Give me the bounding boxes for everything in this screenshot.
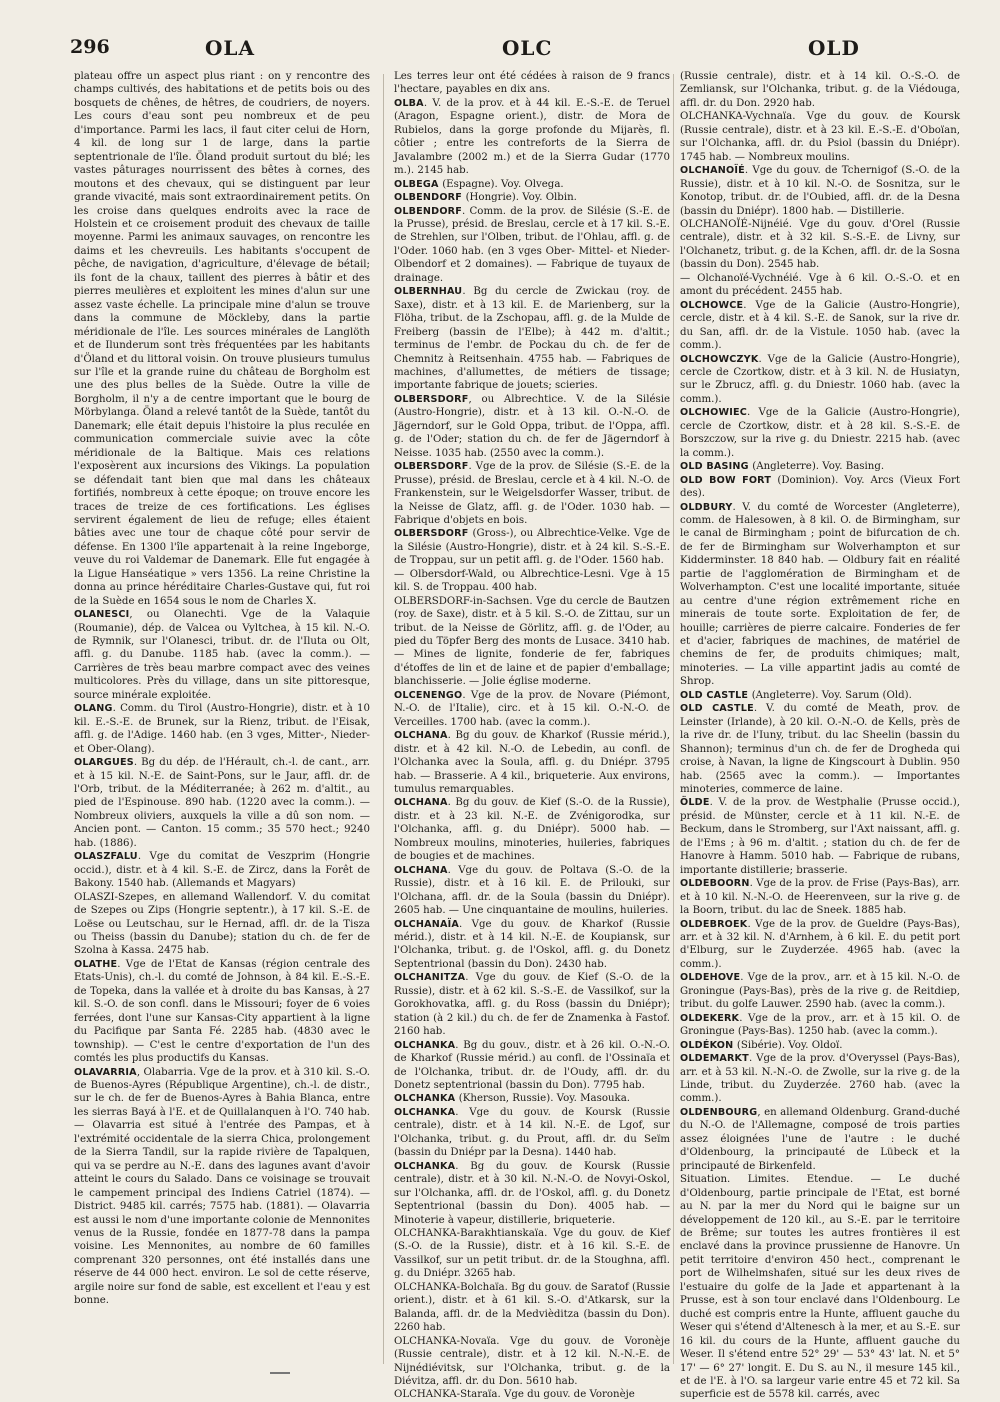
dictionary-entry: OLASZI-Szepes, en allemand Wallendorf. V. du comitat de Szepes ou Zips (Hongrie septentr.), à 17 kil. S.-E. de Loëse ou Leutschau, sur le Hernad, affl. dr. de la Tisza ou Theiss (bassin du Danube); station du ch. de fer de Szolna à Kassa. 2475 hab. [74,891,370,957]
running-head-center: OLC [502,36,553,60]
dictionary-entry: OLASZFALU. Vge du comitat de Veszprim (Hongrie occid.), distr. et à 4 kil. S.-E. de Zircz, dans la Forêt de Bakony. 1540 hab. (Allemands et Magyars) [74,851,370,890]
dictionary-entry: OLCHANKA. Bg du gouv., distr. et à 26 kil. O.-N.-O. de Kharkof (Russie mérid.) au confl. de l'Ossinaïa et de l'Olchanka, tribut. dr. de l'Oudy, affl. dr. du Donetz septentrional (bassin du Don). 7795 hab. [394,1039,670,1091]
dictionary-entry: OLCHANKA. Vge du gouv. de Koursk (Russie centrale), distr. et à 14 kil. N.-E. de Lgof, sur l'Olchanka, tribut. g. du Prout, affl. dr. du Seïm (bassin du Dniépr par la Desna). 1440 hab. [394,1106,670,1159]
dictionary-entry: OLAVARRIA, Olabarria. Vge de la prov. et à 310 kil. S.-O. de Buenos-Ayres (République Argentine), ch.-l. de distr., sur le ch. de fer de Buenos-Ayres à Bahia Blanca, entre les sierras Bayá à l'E. et de Quillalanquen à l'O. 740 hab. — Olavarria est situé à l'entrée des Pampas, et à l'extrémité occidentale de la sierra Chica, prolongement de la Sierra Tandil, sur la rapide rivière de Tapalquen, qui va se perdre au N.-E. dans des lagunes avant d'avoir atteint le cours du Salado. Dans ce voisinage se trouvait le campement principal des Indiens Catriel (1874). — District. 9485 kil. carrés; 7575 hab. (1881). — Olavarria est aussi le nom d'une importante colonie de Mennonites venus de la Russie, fondée en 1877-78 dans la pampa voisine. Les Mennonites, au nombre de 60 familles comprenant 320 personnes, ont été installés dans une réserve de 44 000 hect. environ. Le sol de cette réserve, argile noire sur fond de sable, est excellent et l'eau y est bonne. [74,1066,370,1307]
dictionary-entry: OLATHE. Vge de l'Etat de Kansas (région centrale des Etats-Unis), ch.-l. du comté de Johnson, à 84 kil. E.-S.-E. de Topeka, dans la vallée et à droite du bas Kansas, à 27 kil. S.-O. de son confl. dans le Missouri; foyer de 6 voies ferrées, dont l'une sur Kansas-City appartient à la ligne du Pacifique par Santa Fé. 2285 hab. (4830 avec le township). — C'est le centre d'exportation de l'un des comtés les plus productifs du Kansas. [74,958,370,1065]
dictionary-entry: OLBEGA (Espagne). Voy. Olvega. [394,178,564,190]
dictionary-entry: OLBERSDORF, ou Albrechtice. V. de la Silésie (Austro-Hongrie), distr. et à 13 kil. O.-N.-O. de Jägerndorf, sur le Gold Oppa, tribut. de l'Oppa, affl. g. de l'Oder; station du ch. de fer de Jägerndorf à Neisse. 1035 hab. (2550 avec la comm.). [394,393,670,459]
dictionary-entry: OLCHANA. Bg du gouv. de Kief (S.-O. de la Russie), distr. et à 23 kil. N.-E. de Zvénigorodka, sur l'Olchanka, affl. g. du Dniépr). 5000 hab. — Nombreux moulins, minoteries, huileries, fabriques de bougies et de machines. [394,797,670,863]
dictionary-entry: — Olchanoïé-Vychnéié. Vge à 6 kil. O.-S.-O. et en amont du précédent. 2455 hab. [680,272,960,298]
footer-mark [270,1372,290,1374]
dictionary-entry: OLBERNHAU. Bg du cercle de Zwickau (roy. de Saxe), distr. et à 13 kil. E. de Marienberg, sur la Flöha, tribut. de la Zschopau, affl. g. de la Mulde de Freiberg (bassin de l'Elbe); à 442 m. d'altit.; terminus de l'embr. de Pockau du ch. de fer de Chemnitz à Reitsenhain. 4755 hab. — Fabriques de machines, d'allumettes, de métiers de tissage; importante fabrique de jouets; scieries. [394,286,670,392]
running-head-left: OLA [205,36,256,60]
dictionary-entry: OLCENENGO. Vge de la prov. de Novare (Piémont, N.-O. de l'Italie), circ. et à 15 kil. O.-N.-O. de Verceilles. 1700 hab. (avec la comm.). [394,689,670,728]
dictionary-entry: OLDEBROEK. Vge de la prov. de Gueldre (Pays-Bas), arr. et à 32 kil. N. d'Arnhem, à 6 kil. E. du petit port d'Elburg, sur le Zuyderzée. 4965 hab. (avec la comm.). [680,918,960,970]
dictionary-entry: OLCHOWCE. Vge de la Galicie (Austro-Hongrie), cercle, distr. et à 4 kil. S.-E. de Sanok, sur la rive dr. du San, affl. dr. de la Vistule. 1050 hab. (avec la comm.). [680,299,960,352]
dictionary-entry: OLCHANKA-Barakhtianskaïa. Vge du gouv. de Kief (S.-O. de la Russie), distr. et à 16 kil. S.-E. de Vassilkof, sur un petit tribut. dr. de la Stoughna, affl. g. du Dniépr. 3265 hab. [394,1227,670,1280]
dictionary-entry: plateau offre un aspect plus riant : on y rencontre des champs cultivés, des habitations et de petits bois ou des bosquets de chênes, de hêtres, de coudriers, de noyers. Les cours d'eau sont peu nombreux et de peu d'importance. Parmi les lacs, il faut citer celui de Horn, 4 kil. de long sur 1 de large, dans la partie septentrionale de l'île. Öland produit surtout du blé; les vastes pâturages nourrissent des bêtes à cornes, des moutons et des chevaux, qui se distinguent par leur grande vivacité, mais sont extraordinairement petits. On les croise dans quelques endroits avec la race de Holstein et ce croisement produit des chevaux de taille moyenne. Parmi les animaux sauvages, on rencontre les daims et les chevreuils. Les habitants s'occupent de pêche, de navigation, d'agriculture, d'élevage de bétail; ils font de la chaux, taillent des pierres à bâtir et des pierres meulières et exploitent les mines d'alun sur une assez vaste échelle. La principale mine d'alun se trouve dans la commune de Möckleby, dans la partie méridionale de l'île. Les sources minérales de Langlöth et de Ilunderum sont très fréquentées par les habitants d'Öland et du littoral voisin. On trouve plusieurs tumulus sur l'île et la grande ruine du château de Borgholm est une des plus belles de la Suède. Outre la ville de Borgholm, il n'y a de centre important que le bourg de Mörbylanga. Öland a relevé tantôt de la Suède, tantôt du Danemark; elle était depuis l'histoire la plus reculée en communication commerciale suivie avec la côte méridionale de la Baltique. Mais ces relations l'exposèrent aux incursions des Vikings. La population se défendait tant bien que mal dans les châteaux fortifiés, nombreux à cette époque; on trouve encore les traces de treize de ces fortifications. Les églises servirent également de lieu de refuge; elles étaient bâties avec une tour de chaque côté pour servir de défense. En 1300 l'île appartenait à la reine Ingeborge, veuve du roi Valdemar de Danemark. Elle fut engagée à la Ligue Hanséatique » vers 1356. La reine Christine la donna au prince héréditaire Charles-Gustave qui, fut roi de la Suède en 1654 sous le nom de Charles X. [74,71,370,607]
dictionary-entry: OLDBURY. V. du comté de Worcester (Angleterre), comm. de Halesowen, à 8 kil. O. de Birmingham, sur le canal de Birmingham ; point de bifurcation de ch. de fer de Birmingham sur Wolverhampton et sur Kidderminster. 18 840 hab. — Oldbury fait en réalité partie de l'agglomération de Birmingham et de Wolverhampton. C'est une localité importante, située au centre d'une région extrêmement riche en minerais de toute sorte. Exploitation de fer, de houille; carrières de pierre calcaire. Fonderies de fer et d'acier, fabriques de machines, de matériel de chemins de fer, de produits chimiques; malt, minoteries. — La ville appartint jadis au comté de Shrop. [680,501,960,688]
text-columns [74,70,960,1401]
dictionary-entry: OLDÉKON (Sibérie). Voy. Oldoï. [680,1039,843,1051]
dictionary-entry: OLCHANAÏA. Vge du gouv. de Kharkof (Russie mérid.), distr. et à 14 kil. N.-E. de Koupiansk, sur l'Olchanka, tribut. g. de l'Oskol, affl. g. du Donetz Septentrional (bassin du Don). 2430 hab. [394,918,670,970]
dictionary-entry: OLCHANKA-Novaïa. Vge du gouv. de Voronèje (Russie centrale), distr. et à 12 kil. N.-N.-E. de Nijnédiévitsk, sur l'Olchanka, tribut. g. de la Diévitza, affl. dr. du Don. 5610 hab. [394,1335,670,1387]
column-1 [74,70,370,1370]
dictionary-entry: OLCHANITZA. Vge du gouv. de Kief (S.-O. de la Russie), distr. et à 62 kil. S.-S.-E. de Vassilkof, sur la Gorokhovatka, affl. g. du Ross (bassin du Dniépr); station (à 2 kil.) du ch. de fer de Znamenka à Fastof. 2160 hab. [394,972,670,1038]
dictionary-entry: OLBERSDORF. Vge de la prov. de Silésie (S.-E. de la Prusse), présid. de Breslau, cercle et à 4 kil. N.-O. de Frankenstein, sur le Weigelsdorfer Wasser, tribut. de la Neisse de Glatz, affl. g. de l'Oder. 1030 hab. — Fabrique d'objets en bois. [394,461,670,526]
dictionary-entry: OLDEMARKT. Vge de la prov. d'Overyssel (Pays-Bas), arr. et à 53 kil. N.-N.-O. de Zwolle, sur la rive g. de la Linde, tribut. du Zuyderzée. 2760 hab. (avec la comm.). [680,1053,960,1105]
dictionary-entry: OLD BOW FORT (Dominion). Voy. Arcs (Vieux Fort des). [680,474,960,500]
running-head-right: OLD [808,36,860,60]
dictionary-entry: OLCHANOÏÉ-Nijnéié. Vge du gouv. d'Orel (Russie centrale), distr. et à 32 kil. S.-S.-E. de Livny, sur l'Olchanetz, tribut. g. de la Kchen, affl. dr. de la Sosna (bassin du Don). 2545 hab. [680,218,960,271]
dictionary-entry: OLBERSDORF (Gross-), ou Albrechtice-Velke. Vge de la Silésie (Austro-Hongrie), distr. et à 24 kil. S.-S.-E. de Troppau, sur un petit affl. g. de l'Oder. 1560 hab. [394,528,670,567]
dictionary-entry: — Olbersdorf-Wald, ou Albrechtice-Lesni. Vge à 15 kil. S. de Troppau. 400 hab. [394,568,670,594]
dictionary-entry: OLCHANA. Bg du gouv. de Kharkof (Russie mérid.), distr. et à 42 kil. N.-O. de Lebedin, au confl. de l'Olchanka avec la Soula, affl. g. du Dniépr. 3795 hab. — Brasserie. A 4 kil., briqueterie. Aux environs, tumulus remarquables. [394,730,670,796]
dictionary-entry: OLCHANKA (Kherson, Russie). Voy. Masouka. [394,1093,631,1105]
page-header [0,28,1000,68]
dictionary-entry: OLCHANKA-Bolchaïa. Bg du gouv. de Saratof (Russie orient.), distr. et à 61 kil. S.-O. d'Atkarsk, sur la Balanda, affl. dr. de la Medvièditza (bassin du Don). 2260 hab. [394,1281,670,1334]
column-3 [680,70,960,1401]
dictionary-entry: OLBERSDORF-in-Sachsen. Vge du cercle de Bautzen (roy. de Saxe), distr. et à 5 kil. S.-O. de Zittau, sur un tribut. de la Neisse de Görlitz, affl. g. de l'Oder, au pied du Töpfer Berg des monts de Lusace. 3410 hab. — Mines de lignite, fonderie de fer, fabriques d'étoffes de lin et de laine et de papier d'emballage; blanchisserie. — Jolie église moderne. [394,595,670,688]
dictionary-entry: OLCHANOÏÉ. Vge du gouv. de Tchernigof (S.-O. de la Russie), distr. et à 10 kil. N.-O. de Sosnitza, sur le Konotop, tribut. dr. de l'Oubied, affl. dr. de la Desna (bassin du Dniépr). 1800 hab. — Distillerie. [680,165,960,217]
dictionary-entry: ÖLDE. V. de la prov. de Westphalie (Prusse occid.), présid. de Münster, cercle et à 11 kil. N.-E. de Beckum, dans le Stromberg, sur l'Axt naissant, affl. g. de l'Ems ; à 96 m. d'altit. ; station du ch. de fer de Hanovre à Hamm. 5010 hab. — Fabrique de rubans, importante distillerie; brasserie. [680,797,960,876]
dictionary-entry: OLDEKERK. Vge de la prov., arr. et à 15 kil. O. de Groningue (Pays-Bas). 1250 hab. (avec la comm.). [680,1012,960,1038]
dictionary-entry: Les terres leur ont été cédées à raison de 9 francs l'hectare, payables en dix ans. [394,71,670,96]
dictionary-entry: OLBENDORF (Hongrie). Voy. Olbin. [394,192,577,204]
dictionary-entry: OLCHANKA-Vychnaïa. Vge du gouv. de Koursk (Russie centrale), distr. et à 23 kil. E.-S.-E. d'Oboïan, sur l'Olchanka, affl. dr. du Psiol (bassin du Dniépr). 1745 hab. — Nombreux moulins. [680,111,960,163]
dictionary-entry: OLD CASTLE (Angleterre). Voy. Sarum (Old). [680,689,912,701]
dictionary-entry: OLANESCI, ou Olanechti. Vge de la Valaquie (Roumanie), dép. de Valcea ou Vyltchea, à 15 kil. N.-O. de Rymnik, sur l'Olanesci, tribut. dr. de l'Iluta ou Olt, affl. g. du Danube. 1185 hab. (avec la comm.). — Carrières de très beau marbre compact avec des veines multicolores. Près du village, dans un site pittoresque, source minérale exploitée. [74,609,370,701]
dictionary-entry: OLCHANA. Vge du gouv. de Poltava (S.-O. de la Russie), distr. et à 16 kil. E. de Prilouki, sur l'Olchana, affl. dr. de la Soula (bassin du Dniépr). 2605 hab. — Une cinquantaine de moulins, huileries. [394,864,670,917]
dictionary-entry: OLCHANKA. Bg du gouv. de Koursk (Russie centrale), distr. et à 30 kil. N.-N.-O. de Novyi-Oskol, sur l'Olchanka, affl. dr. de l'Oskol, affl. g. du Donetz Septentrional (bassin du Don). 4005 hab. — Minoterie à vapeur, distillerie, briqueterie. [394,1160,670,1226]
dictionary-entry: OLBENDORF. Comm. de la prov. de Silésie (S.-E. de la Prusse), présid. de Breslau, cercle et à 17 kil. S.-E. de Strehlen, sur l'Olben, tribut. de l'Ohlau, affl. g. de l'Oder. 1060 hab. (en 3 vges Ober- Mittel- et Nieder-Olbendorf et 2 domaines). — Fabrique de tuyaux de drainage. [394,205,670,284]
dictionary-entry: OLDEHOVE. Vge de la prov., arr. et à 15 kil. N.-O. de Groningue (Pays-Bas), près de la rive g. de Reitdiep, tribut. du golfe Lauwer. 2590 hab. (avec la comm.). [680,972,960,1011]
dictionary-entry: OLARGUES. Bg du dép. de l'Hérault, ch.-l. de cant., arr. et à 15 kil. N.-E. de Saint-Pons, sur le Jaur, affl. dr. de l'Orb, tribut. de la Méditerranée; à 262 m. d'altit., au pied de l'Espinouse. 890 hab. (1220 avec la comm.). — Nombreux oliviers, auxquels la ville a dû son nom. — Ancien pont. — Canton. 15 comm.; 35 570 hect.; 9240 hab. (1886). [74,757,370,849]
dictionary-entry: OLCHANKA-Staraïa. Vge du gouv. de Voronèje [394,1389,635,1401]
dictionary-entry: OLCHOWCZYK. Vge de la Galicie (Austro-Hongrie), cercle de Czortkow, distr. et à 3 kil. N. de Husiatyn, sur le Zbrucz, affl. g. du Dniestr. 1060 hab. (avec la comm.). [680,353,960,405]
dictionary-entry: Situation. Limites. Etendue. — Le duché d'Oldenbourg, partie principale de l'Etat, est borné au N. par la mer du Nord qui le baigne sur un développement de 120 kil., au S.-E. par le territoire de Brême; sur toutes les autres frontières il est enclavé dans la province prussienne de Hanovre. Un petit territoire d'environ 450 hect., comprenant le port de Wilhelmshafen, situé sur les deux rives de l'estuaire du golfe de la Jade et appartenant à la Prusse, est à son tour enclavé dans l'Oldenbourg. Le duché est compris entre la Hunte, affluent gauche du Weser qui s'étend d'Altenesch à la mer, et au S.-E. sur 16 kil. du cours de la Hunte, affluent gauche du Weser. Il s'étend entre 52° 29' — 53° 43' lat. N. et 5° 17' — 6° 27' longit. E. Du S. au N., il mesure 145 kil., et de l'E. à l'O. sa largeur varie entre 45 et 72 kil. Sa superficie est de 5578 kil. carrés, avec [680,1174,960,1401]
dictionary-entry: OLD CASTLE. V. du comté de Meath, prov. de Leinster (Irlande), à 20 kil. O.-N.-O. de Kells, près de la rive dr. de l'Iuny, tribut. du lac Sheelin (bassin du Shannon); terminus d'un ch. de fer de Drogheda qui croise, à Navan, la ligne de Kingscourt à Dublin. 950 hab. (2565 avec la comm.). — Importantes minoteries, commerce de laine. [680,703,960,796]
column-2 [394,70,670,1401]
dictionary-entry: (Russie centrale), distr. et à 14 kil. O.-S.-O. de Zemliansk, sur l'Olchanka, tribut. g. de la Viédouga, affl. dr. du Don. 2920 hab. [680,71,960,109]
dictionary-entry: OLBA. V. de la prov. et à 44 kil. E.-S.-E. de Teruel (Aragon, Espagne orient.), distr. de Mora de Rubielos, dans la gorge profonde du Mijarès, fl. côtier ; entre les contreforts de la Sierra de Javalambre (2002 m.) et de la Sierra Gudar (1770 m.). 2145 hab. [394,97,670,177]
dictionary-entry: OLDEBOORN. Vge de la prov. de Frise (Pays-Bas), arr. et à 10 kil. N.-N.-O. de Heerenveen, sur la rive g. de la Boorn, tribut. du lac de Sneek. 1885 hab. [680,878,960,917]
dictionary-entry: OLCHOWIEC. Vge de la Galicie (Austro-Hongrie), cercle de Czortkow, distr. et à 28 kil. S.-S.-E. de Borszczow, sur la rive g. du Dniestr. 2215 hab. (avec la comm.). [680,407,960,459]
dictionary-entry: OLANG. Comm. du Tirol (Austro-Hongrie), distr. et à 10 kil. E.-S.-E. de Brunek, sur la Rienz, tribut. de l'Eisak, affl. g. de l'Adige. 1460 hab. (en 3 vges, Mitter-, Nieder- et Ober-Olang). [74,703,370,755]
dictionary-entry: OLDENBOURG, en allemand Oldenburg. Grand-duché du N.-O. de l'Allemagne, composé de trois parties assez éloignées l'une de l'autre : le duché d'Oldenbourg, la principauté de Lübeck et la principauté de Birkenfeld. [680,1106,960,1172]
page-number: 296 [70,36,110,58]
dictionary-entry: OLD BASING (Angleterre). Voy. Basing. [680,461,885,473]
